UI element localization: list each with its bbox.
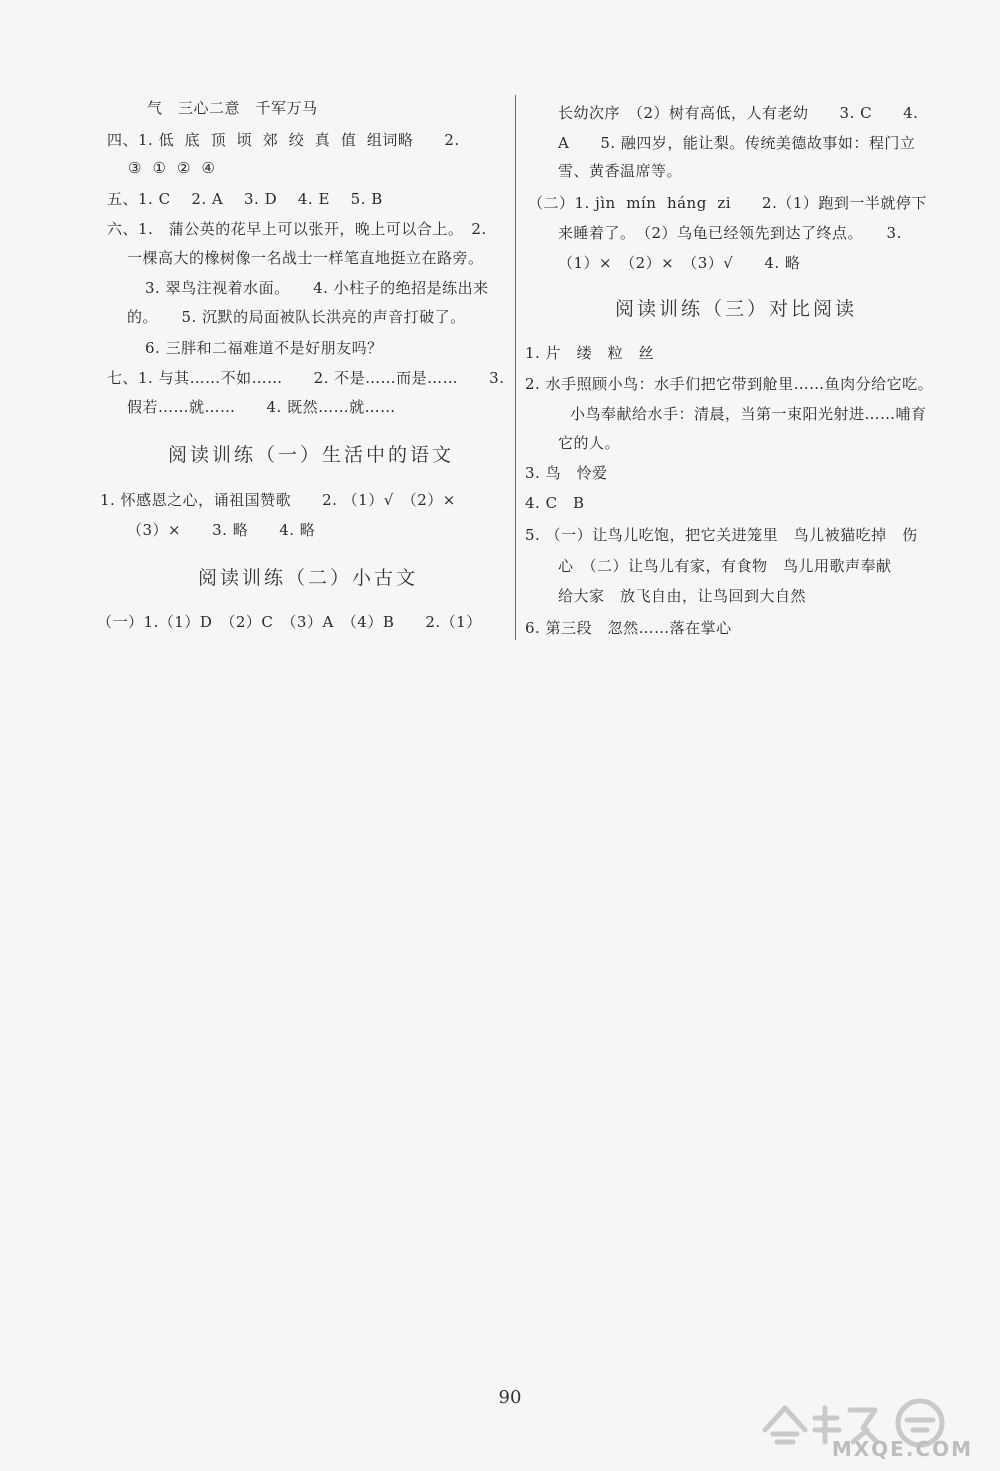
answer-line: 2. 水手照顾小鸟：水手们把它带到舱里……鱼肉分给它吃。: [525, 375, 934, 393]
answer-line: 一棵高大的橡树像一名战士一样笔直地挺立在路旁。: [127, 249, 484, 267]
answer-line: 七、1. 与其……不如…… 2. 不是……而是…… 3.: [107, 369, 505, 387]
section-heading: 阅读训练（二）小古文: [198, 567, 419, 589]
answer-line: 六、1. 蒲公英的花早上可以张开，晚上可以合上。 2.: [107, 220, 487, 238]
answer-line: 假若……就…… 4. 既然……就……: [127, 398, 396, 416]
answer-line: 小鸟奉献给水手：清晨，当第一束阳光射进……哺育: [570, 405, 927, 423]
answer-line: 1. 片 缕 粒 丝: [525, 344, 655, 362]
section-heading: 阅读训练（一）生活中的语文: [168, 444, 455, 466]
answer-line: 6. 三胖和二福难道不是好朋友吗？: [145, 339, 383, 357]
answer-line: 它的人。: [558, 434, 621, 452]
answer-line: （二）1. jìn mín háng zi 2.（1）跑到一半就停下: [528, 194, 927, 212]
answer-line: 4. C B: [525, 494, 585, 512]
answer-line: 长幼次序 （2）树有高低，人有老幼 3. C 4.: [558, 104, 919, 122]
answer-line: 3. 翠鸟注视着水面。 4. 小柱子的绝招是练出来: [145, 279, 489, 297]
answer-line: 5. （一）让鸟儿吃饱，把它关进笼里 鸟儿被猫吃掉 伤: [525, 526, 918, 544]
answer-line: 心 （二）让鸟儿有家，有食物 鸟儿用歌声奉献: [558, 557, 892, 575]
answer-line: A 5. 融四岁，能让梨。传统美德故事如：程门立: [558, 134, 916, 152]
watermark-text: MXQE.COM: [831, 1437, 973, 1461]
answer-line: 6. 第三段 忽然……落在掌心: [525, 619, 732, 637]
answer-line: （3）× 3. 略 4. 略: [127, 521, 316, 539]
answer-line: 五、1. C 2. A 3. D 4. E 5. B: [107, 190, 383, 208]
answer-line: 给大家 放飞自由，让鸟回到大自然: [558, 587, 807, 605]
answer-line: 1. 怀感恩之心，诵祖国赞歌 2. （1）√ （2）×: [100, 491, 456, 509]
page-number: 90: [498, 1387, 522, 1408]
answer-line: 来睡着了。 （2）乌龟已经领先到达了终点。 3.: [558, 224, 902, 242]
answer-line: 雪、黄香温席等。: [558, 162, 683, 180]
section-heading: 阅读训练（三）对比阅读: [615, 298, 858, 320]
answer-line: （一）1.（1）D （2）C （3）A （4）B 2.（1）: [97, 613, 482, 631]
answer-line: 气 三心二意 千军万马: [147, 99, 318, 117]
watermark-logo: [755, 1390, 985, 1465]
answer-line: 四、1. 低 底 顶 顷 郊 绞 真 值 组词略 2.: [107, 131, 460, 149]
answer-line: 3. 鸟 怜爱: [525, 464, 608, 482]
column-divider: [515, 95, 516, 640]
answer-line: ③ ① ② ④: [128, 159, 216, 177]
answer-line: （1）× （2）× （3）√ 4. 略: [558, 254, 801, 272]
answer-line: 的。 5. 沉默的局面被队长洪亮的声音打破了。: [127, 308, 466, 326]
